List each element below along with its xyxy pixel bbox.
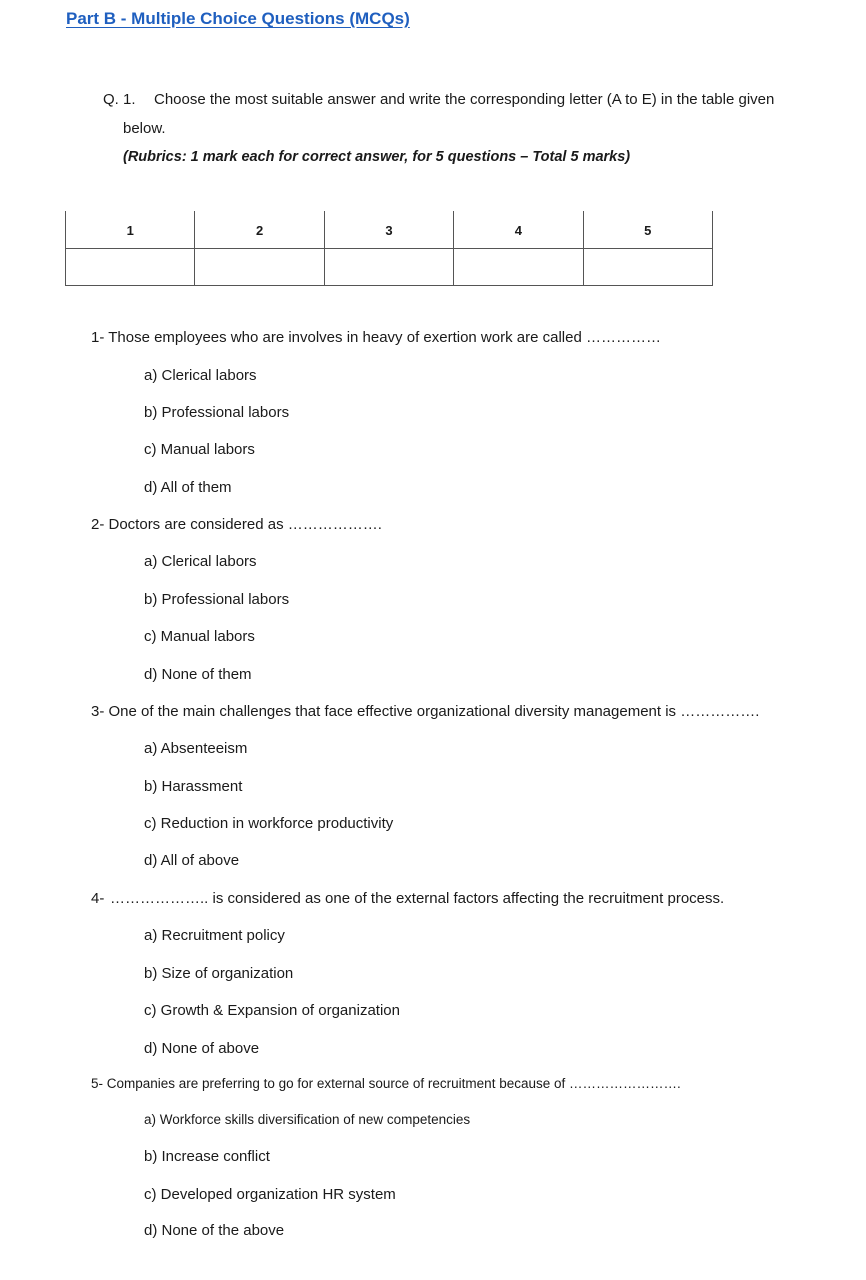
question-number: Q. 1. — [103, 91, 136, 108]
question-2-option-a: a) Clerical labors — [144, 553, 257, 570]
question-5-option-a: a) Workforce skills diversification of new competencies — [144, 1112, 471, 1127]
answer-table-header: 5 — [583, 212, 712, 249]
question-1-option-a: a) Clerical labors — [144, 367, 257, 384]
page-title: Part B - Multiple Choice Questions (MCQs) — [66, 9, 410, 28]
question-4-option-d: d) None of above — [144, 1040, 260, 1057]
question-3-option-a: a) Absenteeism — [144, 740, 248, 757]
question-5-text: 5- Companies are preferring to go for external source of recruitment because of ……………………. — [91, 1076, 681, 1091]
question-2-option-b: b) Professional labors — [144, 591, 290, 608]
answer-table-header: 3 — [324, 212, 453, 249]
answer-table-header: 2 — [195, 212, 324, 249]
question-4-option-a: a) Recruitment policy — [144, 927, 285, 944]
rubric-note: (Rubrics: 1 mark each for correct answer, for 5 questions – Total 5 marks) — [123, 149, 631, 165]
question-3-text: 3- One of the main challenges that face effective organizational diversity management is ……………. — [91, 703, 760, 720]
answer-table-header: 1 — [66, 212, 195, 249]
question-1-option-b: b) Professional labors — [144, 404, 290, 421]
answer-cell[interactable] — [66, 249, 195, 286]
question-3-option-b: b) Harassment — [144, 778, 243, 795]
answer-cell[interactable] — [195, 249, 324, 286]
question-4-option-b: b) Size of organization — [144, 965, 294, 982]
question-2-text: 2- Doctors are considered as ………………. — [91, 516, 382, 533]
question-2-option-d: d) None of them — [144, 666, 252, 683]
answer-table — [65, 211, 713, 286]
question-3-option-c: c) Reduction in workforce productivity — [144, 815, 394, 832]
question-3-option-d: d) All of above — [144, 852, 240, 869]
answer-table-header-row — [66, 212, 713, 249]
question-1-option-c: c) Manual labors — [144, 441, 255, 458]
answer-table-header: 4 — [454, 212, 583, 249]
question-1-text: 1- Those employees who are involves in heavy of exertion work are called …………… — [91, 329, 661, 346]
question-5-option-c: c) Developed organization HR system — [144, 1186, 396, 1203]
answer-cell[interactable] — [454, 249, 583, 286]
instruction-text: Choose the most suitable answer and write the corresponding letter (A to E) in the table given — [154, 91, 775, 108]
question-4-option-c: c) Growth & Expansion of organization — [144, 1002, 400, 1019]
question-5-option-d: d) None of the above — [144, 1222, 285, 1239]
question-1-option-d: d) All of them — [144, 479, 232, 496]
question-4-text: ……………….. is considered as one of the external factors affecting the recruitment process. — [110, 890, 725, 907]
answer-cell[interactable] — [583, 249, 712, 286]
question-5-option-b: b) Increase conflict — [144, 1148, 270, 1165]
answer-table-answer-row — [66, 249, 713, 286]
instruction-text-continued: below. — [123, 120, 166, 137]
question-4-number: 4- — [91, 890, 105, 907]
answer-cell[interactable] — [324, 249, 453, 286]
question-2-option-c: c) Manual labors — [144, 628, 255, 645]
